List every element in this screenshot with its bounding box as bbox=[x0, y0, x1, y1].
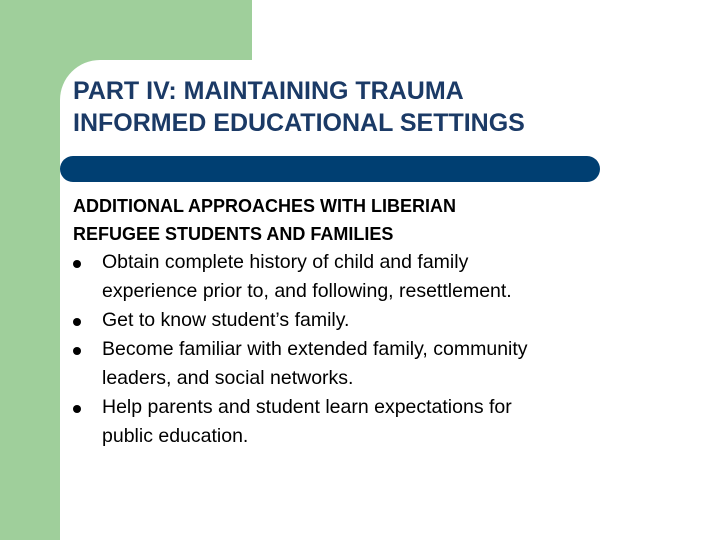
bullet-list bbox=[73, 248, 693, 451]
bullet-item bbox=[73, 335, 693, 393]
bullet-text: Obtain complete history of child and family bbox=[102, 251, 469, 273]
slide-content bbox=[73, 192, 693, 451]
bullet-dot-icon bbox=[73, 260, 81, 268]
bullet-text: experience prior to, and following, resettlement. bbox=[102, 280, 512, 302]
bullet-text: Help parents and student learn expectations for bbox=[102, 396, 512, 418]
bullet-text: Become familiar with extended family, community bbox=[102, 338, 528, 360]
bullet-item bbox=[73, 248, 693, 306]
section-heading bbox=[73, 192, 693, 248]
bullet-item bbox=[73, 393, 693, 451]
section-heading-line: ADDITIONAL APPROACHES WITH LIBERIAN bbox=[73, 196, 457, 216]
bullet-dot-icon bbox=[73, 347, 81, 355]
title-divider-bar bbox=[60, 156, 600, 182]
slide-title-line: PART IV: MAINTAINING TRAUMA bbox=[73, 77, 464, 105]
section-heading-line: REFUGEE STUDENTS AND FAMILIES bbox=[73, 224, 394, 244]
bullet-text: leaders, and social networks. bbox=[102, 367, 354, 389]
bullet-text: public education. bbox=[102, 425, 249, 447]
bullet-dot-icon bbox=[73, 405, 81, 413]
bullet-dot-icon bbox=[73, 318, 81, 326]
slide-title bbox=[73, 75, 693, 139]
slide-title-line: INFORMED EDUCATIONAL SETTINGS bbox=[73, 109, 525, 137]
bullet-item bbox=[73, 306, 693, 335]
bullet-text: Get to know student’s family. bbox=[102, 309, 350, 331]
